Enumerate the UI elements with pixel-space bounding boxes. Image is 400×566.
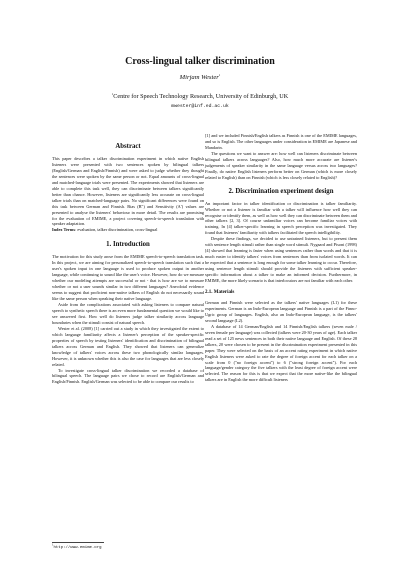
footnote-mark: 1 bbox=[52, 542, 54, 547]
index-terms-label: Index Terms bbox=[52, 227, 76, 233]
abstract-heading: Abstract bbox=[115, 143, 141, 150]
abstract-text: This paper describes a talker discrimination experiment in which native English listeners were presented with two sentences spoken by bilingual talkers (English/German and English/Finnish) and were asked to judge whether they thought the sentences were spoken by the same person or not. Equal amounts of cross-lingual and matched-language trials were presented. The experiments showed that listeners are able to complete this task well, they can discriminate between talkers significantly better than chance. However, listeners are significantly less accurate on cross-lingual talker trials than on matched-language pairs. No significant differences were found on this task between German and Finnish. Bias (B″) and Sensitivity (A′) values are presented to analyse the listeners' behaviour in more detail. The results are promising for the evaluation of EMIME, a project covering speech-to-speech translation with speaker adaptation. bbox=[52, 156, 204, 227]
author-line bbox=[0, 74, 400, 82]
left-column bbox=[52, 138, 204, 385]
affiliation: Centre for Speech Technology Research, University of Edinburgh, UK bbox=[113, 93, 289, 100]
right-paragraph-1: [1] and we included Finnish/English talkers as Finnish is one of the EMIME languages, and so is English. The other languages under consideration in EMIME are Japanese and Mandarin. bbox=[205, 133, 357, 150]
affil-mark: 1 bbox=[111, 91, 114, 96]
right-paragraph-2: The questions we want to answer are: how well can listeners discriminate between bilingual talkers across languages? Also, how much more accurate are listener's judgements of speaker similarity in the same language versus across two languages? Finally, do native English listeners perform better on German (which is more closely related to English) than on Finnish (which is less closely related to English)? bbox=[205, 150, 357, 180]
footnote-url[interactable]: http://www.emime.org bbox=[53, 546, 102, 550]
subsection-paragraph-1: German and Finnish were selected as the talkers' native languages (L1) for these experiments. German is an Indo-European language and Finnish is a part of the Finno-Ugric group of languages. English, also an Indo-European language, is the talkers' second language (L2). bbox=[205, 299, 357, 323]
intro-paragraph-2: Aside from the complications associated with asking listeners to compare natural speech to synthetic speech there is an even more fundamental question we would like to see answered first. How well do listeners judge talker similarity across language boundaries when the stimuli consist of natural speech. bbox=[52, 302, 204, 325]
subsection-2-1-heading: 2.1. Materials bbox=[205, 289, 235, 295]
author-affil-mark: 1 bbox=[218, 72, 221, 77]
index-terms bbox=[52, 227, 204, 233]
footnote-rule bbox=[52, 542, 104, 543]
footnote bbox=[52, 544, 204, 551]
author-name: Mirjam Wester bbox=[179, 74, 219, 81]
intro-paragraph-4: To investigate cross-lingual talker discrimination we recorded a database of bilingual speech. The language pairs we chose to record are English/German and English/Finnish. English/German was selected to be able to compare our results to bbox=[52, 367, 204, 385]
section-2-paragraph-2: Despite these findings, we decided to use untrained listeners, but to present them with sentence length stimuli rather than single word stimuli. Nygaard and Pisoni (1998) [4] showed that learning is faster when using sentences rather than words and that it is much easier to identify talkers' voices from sentences than from isolated words. It can be expected that a sentence is long enough for some talker learning to occur. Therefore, using sentence length stimuli should provide the listeners with sufficient speaker-specific information about a talker to make an informed decision. Furthermore, in EMIME, the more likely scenario is that interlocutors are not familiar with each other. bbox=[205, 236, 357, 284]
section-2-heading: 2. Discrimination experiment design bbox=[228, 187, 334, 195]
paper-title: Cross-lingual talker discrimination bbox=[125, 56, 275, 67]
intro-paragraph-1: The motivation for this study arose from the EMIME speech-to-speech translation task. In this project, we are aiming for personalized speech-to-speech translation such that a user's spoken input in one language is used to produce spoken output in another language, while continuing to sound like the user's voice. However, how do we measure whether our modeling attempts are successful or not - that is how are we to measure whether or not a user sounds similar in two different languages? Anecdotal evidence seems to suggest that proficient non-native talkers of English do not necessarily sound like the same person when speaking their native language. bbox=[52, 254, 204, 302]
index-terms-list: : evaluation, talker discrimination, cross-lingual bbox=[75, 227, 158, 233]
intro-heading: 1. Introduction bbox=[106, 241, 150, 249]
subsection-paragraph-2: A database of 14 German/English and 14 Finnish/English talkers (seven male / seven female per language) was collected (talkers were 20-30 years of age). Each talker read a set of 125 news sentences in both their native language and English. Of these 28 talkers, 20 were chosen to be present in the discrimination experiment presented in this paper. They were selected on the basis of an accent rating experiment in which native English listeners were asked to rate the degree of foreign accent for each talker on a scale from 0 ("no foreign accent") to 6 ("strong foreign accent"). For each language/gender category the five talkers with the least degree of foreign accent were selected. The reason for this is that we expect that the more native-like the bilingual talkers are in English the more difficult listeners bbox=[205, 323, 357, 383]
affiliation-line bbox=[0, 93, 400, 101]
right-column bbox=[205, 133, 357, 383]
author-email: mwester@inf.ed.ac.uk bbox=[171, 104, 229, 109]
section-2-paragraph-1: An important factor in talker identification or discrimination is talker familiarity. Whether or not a listener is familiar with a talker will influence how well they can recognise or identify them, as well as how well they can discriminate between them and other talkers [2, 3]. Of course unfamiliar voices can become familiar voices with training. In [4] talker-specific learning in speech perception was investigated. They found that listeners' familiarity with talkers facilitated the speech intelligibility. bbox=[205, 200, 357, 236]
intro-paragraph-3: Wester et al. (2008) [1] carried out a study in which they investigated the extent to which language familiarity affects a listener's perception of the speaker-specific properties of speech by testing listeners' identification and discrimination of bilingual talkers across German and English. They showed that listeners can generalize knowledge of talkers' voices across these two phonologically similar languages. However, it is unknown whether this is also the case for languages that are less closely related. bbox=[52, 325, 204, 367]
